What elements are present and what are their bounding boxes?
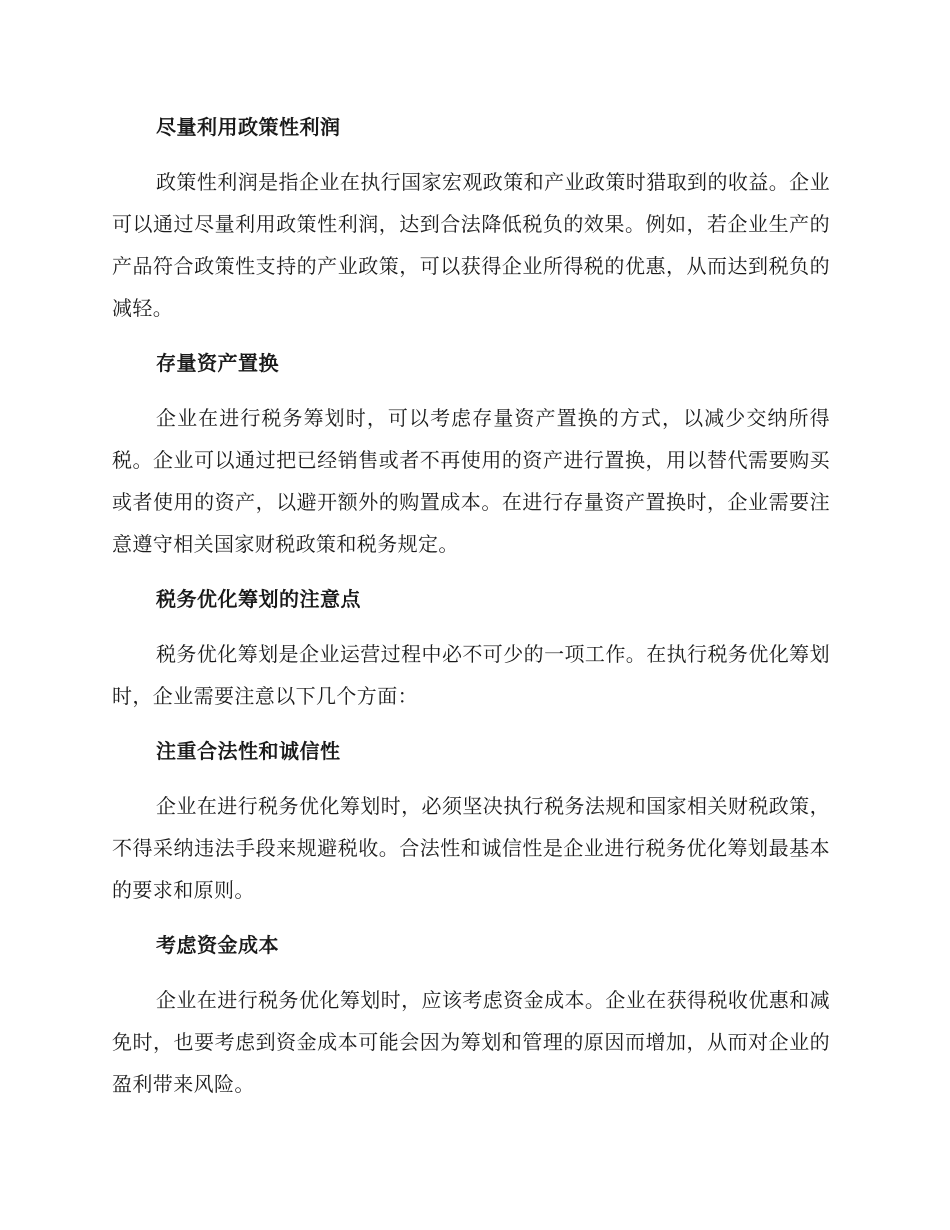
section-heading-capital-cost: 考虑资金成本	[156, 933, 279, 957]
section-paragraph-tax-planning-notes: 税务优化筹划是企业运营过程中必不可少的一项工作。在执行税务优化筹划时，企业需要注意以下几个方面：	[112, 642, 830, 708]
section-heading-policy-profit: 尽量利用政策性利润	[156, 115, 341, 139]
section-paragraph-policy-profit: 政策性利润是指企业在执行国家宏观政策和产业政策时猎取到的收益。企业可以通过尽量利用政策性利润，达到合法降低税负的效果。例如，若企业生产的产品符合政策性支持的产业政策，可以获得企业所得税的优惠，从而达到税负的减轻。	[112, 170, 830, 320]
section-paragraph-asset-swap: 企业在进行税务筹划时，可以考虑存量资产置换的方式，以减少交纳所得税。企业可以通过把已经销售或者不再使用的资产进行置换，用以替代需要购买或者使用的资产，以避开额外的购置成本。在进行存量资产置换时，企业需要注意遵守相关国家财税政策和税务规定。	[112, 406, 830, 556]
section-paragraph-legality-integrity: 企业在进行税务优化筹划时，必须坚决执行税务法规和国家相关财税政策，不得采纳违法手段来规避税收。合法性和诚信性是企业进行税务优化筹划最基本的要求和原则。	[112, 794, 830, 902]
section-heading-tax-planning-notes: 税务优化筹划的注意点	[156, 587, 361, 611]
section-heading-asset-swap: 存量资产置换	[156, 351, 279, 375]
section-paragraph-capital-cost: 企业在进行税务优化筹划时，应该考虑资金成本。企业在获得税收优惠和减免时，也要考虑到资金成本可能会因为筹划和管理的原因而增加，从而对企业的盈利带来风险。	[112, 988, 830, 1096]
section-heading-legality-integrity: 注重合法性和诚信性	[156, 739, 341, 763]
